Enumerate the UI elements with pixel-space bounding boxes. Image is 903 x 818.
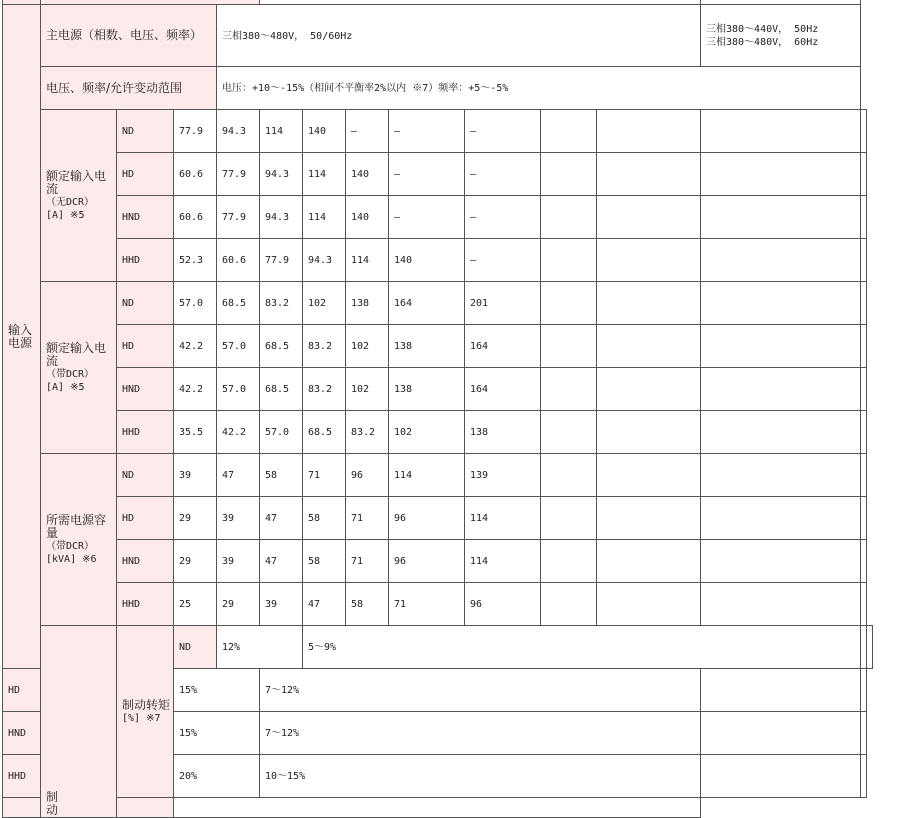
- table-row: [3, 583, 873, 626]
- value-cell: 77.9: [174, 110, 217, 153]
- value-cell: 94.3: [303, 239, 346, 282]
- value-cell: 140: [346, 196, 389, 239]
- value-cell: 42.2: [174, 368, 217, 411]
- group-label-line: 量: [46, 525, 59, 540]
- mode-cell: ND: [174, 626, 217, 669]
- category-input-text: 输入电源: [8, 322, 33, 350]
- table-row: [3, 368, 873, 411]
- value-cell: 114: [389, 454, 465, 497]
- value-cell: 77.9: [217, 153, 260, 196]
- value-cell: 83.2: [303, 368, 346, 411]
- value-cell: 114: [303, 196, 346, 239]
- mode-cell: HD: [117, 325, 174, 368]
- value-cell: 140: [389, 239, 465, 282]
- voltage-range-value: 电压：+10～-15%（相间不平衡率2%以内 ※7）频率：+5～-5%: [217, 67, 861, 110]
- value-cell: –: [465, 239, 541, 282]
- value-cell: 57.0: [260, 411, 303, 454]
- empty-cell: [861, 583, 867, 626]
- value-cell: 58: [303, 497, 346, 540]
- value-cell: 96: [465, 583, 541, 626]
- table-row: [3, 540, 873, 583]
- empty-cell: [541, 411, 597, 454]
- group-label-line: （带DCR）: [46, 368, 95, 380]
- mode-cell: HD: [3, 669, 41, 712]
- empty-cell: [861, 325, 867, 368]
- value-cell: 138: [465, 411, 541, 454]
- main-power-alt-line2: 三相380～480V， 60Hz: [706, 36, 819, 48]
- value-cell: 71: [303, 454, 346, 497]
- mode-cell: HND: [3, 712, 41, 755]
- empty-cell: [701, 368, 861, 411]
- empty-cell: [541, 325, 597, 368]
- mode-cell: HND: [117, 540, 174, 583]
- value-cell: 114: [346, 239, 389, 282]
- empty-cell: [701, 669, 861, 712]
- value-cell: 83.2: [303, 325, 346, 368]
- voltage-range-label: 电压、频率/允许变动范围: [41, 67, 217, 110]
- value-cell: 47: [260, 497, 303, 540]
- value-cell: 102: [389, 411, 465, 454]
- empty-cell: [701, 497, 861, 540]
- voltage-range-row: [3, 67, 873, 110]
- value-cell: 164: [465, 325, 541, 368]
- brake-value-b: 7～12%: [260, 669, 701, 712]
- value-cell: 47: [217, 454, 260, 497]
- mode-cell: ND: [117, 110, 174, 153]
- empty-cell: [597, 368, 701, 411]
- value-cell: 60.6: [217, 239, 260, 282]
- mode-cell: ND: [117, 282, 174, 325]
- value-cell: –: [389, 153, 465, 196]
- value-cell: 138: [389, 325, 465, 368]
- value-cell: 96: [389, 497, 465, 540]
- value-cell: 114: [260, 110, 303, 153]
- empty-cell: [867, 626, 873, 669]
- value-cell: 39: [260, 583, 303, 626]
- value-cell: 139: [465, 454, 541, 497]
- value-cell: 35.5: [174, 411, 217, 454]
- value-cell: 58: [260, 454, 303, 497]
- empty-cell: [701, 153, 861, 196]
- value-cell: 114: [303, 153, 346, 196]
- value-cell: 57.0: [217, 368, 260, 411]
- value-cell: 68.5: [260, 325, 303, 368]
- value-cell: 114: [465, 497, 541, 540]
- empty-cell: [861, 239, 867, 282]
- empty-cell: [597, 110, 701, 153]
- value-cell: 83.2: [260, 282, 303, 325]
- brake-value-a: 20%: [174, 755, 260, 798]
- empty-cell: [701, 239, 861, 282]
- group-label-line: 额定输入电: [46, 168, 107, 183]
- category-input-power: [3, 5, 41, 669]
- value-cell: 71: [346, 540, 389, 583]
- value-cell: 29: [174, 540, 217, 583]
- value-cell: –: [389, 196, 465, 239]
- group-label-line: （带DCR）: [46, 540, 95, 552]
- empty-cell: [861, 497, 867, 540]
- group-label-line: 额定输入电: [46, 340, 107, 355]
- empty-cell: [541, 583, 597, 626]
- cutoff-bottom-row: [3, 798, 873, 818]
- mode-cell: HHD: [117, 583, 174, 626]
- table-row: [3, 497, 873, 540]
- value-cell: –: [346, 110, 389, 153]
- mode-cell: ND: [117, 454, 174, 497]
- value-cell: 164: [389, 282, 465, 325]
- brake-label: [117, 626, 174, 798]
- empty-cell: [861, 153, 867, 196]
- value-cell: 102: [303, 282, 346, 325]
- table-row: [3, 454, 873, 497]
- empty-cell: [701, 411, 861, 454]
- value-cell: 68.5: [303, 411, 346, 454]
- value-cell: 47: [303, 583, 346, 626]
- value-cell: 47: [260, 540, 303, 583]
- brake-value-b: 10～15%: [260, 755, 701, 798]
- value-cell: 102: [346, 368, 389, 411]
- brake-value-b: 5～9%: [303, 626, 861, 669]
- value-cell: 138: [389, 368, 465, 411]
- brake-label-line: [%] ※7: [122, 712, 161, 724]
- empty-cell: [541, 497, 597, 540]
- table-row: [3, 282, 873, 325]
- empty-cell: [541, 110, 597, 153]
- brake-value-a: 15%: [174, 669, 260, 712]
- value-cell: 52.3: [174, 239, 217, 282]
- group-label: [41, 282, 117, 454]
- value-cell: 58: [346, 583, 389, 626]
- value-cell: 71: [346, 497, 389, 540]
- main-power-label: 主电源（相数、电压、频率）: [41, 5, 217, 67]
- value-cell: 94.3: [260, 153, 303, 196]
- empty-cell: [597, 239, 701, 282]
- main-power-alt: [701, 5, 861, 67]
- empty-cell: [861, 411, 867, 454]
- empty-cell: [701, 110, 861, 153]
- empty-cell: [701, 712, 861, 755]
- value-cell: 68.5: [260, 368, 303, 411]
- value-cell: 39: [217, 540, 260, 583]
- main-power-alt-line1: 三相380～440V， 50Hz: [706, 23, 819, 35]
- empty-cell: [597, 282, 701, 325]
- value-cell: 60.6: [174, 153, 217, 196]
- cutoff-cell: [174, 798, 701, 818]
- value-cell: 83.2: [346, 411, 389, 454]
- cutoff-cell: [3, 798, 174, 818]
- value-cell: 39: [174, 454, 217, 497]
- value-cell: 57.0: [217, 325, 260, 368]
- group-label-line: [kVA] ※6: [46, 553, 97, 565]
- value-cell: 25: [174, 583, 217, 626]
- value-cell: 201: [465, 282, 541, 325]
- empty-cell: [541, 153, 597, 196]
- value-cell: 42.2: [174, 325, 217, 368]
- mode-cell: HD: [117, 153, 174, 196]
- empty-cell: [861, 196, 867, 239]
- group-label: [41, 454, 117, 626]
- value-cell: 57.0: [174, 282, 217, 325]
- empty-cell: [701, 454, 861, 497]
- empty-cell: [701, 325, 861, 368]
- empty-cell: [597, 196, 701, 239]
- table-row: [3, 325, 873, 368]
- table-row: [3, 110, 873, 153]
- group-label-line: （无DCR）: [46, 196, 95, 208]
- empty-cell: [541, 282, 597, 325]
- group-label-line: [A] ※5: [46, 381, 85, 393]
- value-cell: 68.5: [217, 282, 260, 325]
- group-label-line: [A] ※5: [46, 209, 85, 221]
- group-label: [41, 110, 117, 282]
- value-cell: 114: [465, 540, 541, 583]
- empty-cell: [701, 755, 861, 798]
- value-cell: 58: [303, 540, 346, 583]
- value-cell: 71: [389, 583, 465, 626]
- value-cell: 164: [465, 368, 541, 411]
- value-cell: 96: [346, 454, 389, 497]
- empty-cell: [861, 712, 867, 755]
- empty-cell: [861, 110, 867, 153]
- table-row: [3, 411, 873, 454]
- value-cell: –: [465, 153, 541, 196]
- table-row: [3, 626, 873, 669]
- empty-cell: [541, 239, 597, 282]
- category-brake: [41, 626, 117, 818]
- value-cell: –: [465, 196, 541, 239]
- mode-cell: HHD: [117, 411, 174, 454]
- empty-cell: [541, 454, 597, 497]
- main-power-row: [3, 5, 873, 67]
- brake-value-b: 7～12%: [260, 712, 701, 755]
- value-cell: –: [389, 110, 465, 153]
- value-cell: 60.6: [174, 196, 217, 239]
- category-brake-char: 动: [46, 803, 59, 817]
- table-row: [3, 196, 873, 239]
- empty-cell: [861, 368, 867, 411]
- empty-cell: [597, 540, 701, 583]
- value-cell: 29: [174, 497, 217, 540]
- value-cell: 39: [217, 497, 260, 540]
- brake-label-line: 制动转矩: [122, 697, 171, 712]
- empty-cell: [861, 540, 867, 583]
- mode-cell: HND: [117, 368, 174, 411]
- empty-cell: [597, 411, 701, 454]
- spec-table: [2, 0, 873, 818]
- empty-cell: [597, 497, 701, 540]
- value-cell: 77.9: [260, 239, 303, 282]
- table-row: [3, 153, 873, 196]
- value-cell: 96: [389, 540, 465, 583]
- value-cell: 94.3: [217, 110, 260, 153]
- value-cell: 138: [346, 282, 389, 325]
- value-cell: 42.2: [217, 411, 260, 454]
- empty-cell: [701, 540, 861, 583]
- category-brake-char: 制: [46, 790, 59, 804]
- empty-cell: [861, 282, 867, 325]
- value-cell: 77.9: [217, 196, 260, 239]
- empty-cell: [541, 368, 597, 411]
- empty-cell: [597, 583, 701, 626]
- empty-cell: [861, 454, 867, 497]
- value-cell: 29: [217, 583, 260, 626]
- mode-cell: HHD: [3, 755, 41, 798]
- value-cell: 140: [303, 110, 346, 153]
- empty-cell: [597, 325, 701, 368]
- group-label-line: 所需电源容: [46, 512, 107, 527]
- value-cell: –: [465, 110, 541, 153]
- value-cell: 94.3: [260, 196, 303, 239]
- mode-cell: HHD: [117, 239, 174, 282]
- empty-cell: [861, 755, 867, 798]
- group-label-line: 流: [46, 181, 59, 196]
- mode-cell: HD: [117, 497, 174, 540]
- value-cell: 102: [346, 325, 389, 368]
- brake-value-a: 15%: [174, 712, 260, 755]
- table-row: [3, 239, 873, 282]
- mode-cell: HND: [117, 196, 174, 239]
- group-label-line: 流: [46, 353, 59, 368]
- empty-cell: [541, 196, 597, 239]
- empty-cell: [701, 583, 861, 626]
- main-power-value: 三相380～480V， 50/60Hz: [217, 5, 701, 67]
- empty-cell: [701, 196, 861, 239]
- empty-cell: [597, 153, 701, 196]
- value-cell: 140: [346, 153, 389, 196]
- empty-cell: [541, 540, 597, 583]
- brake-value-a: 12%: [217, 626, 303, 669]
- empty-cell: [701, 282, 861, 325]
- empty-cell: [597, 454, 701, 497]
- empty-cell: [861, 669, 867, 712]
